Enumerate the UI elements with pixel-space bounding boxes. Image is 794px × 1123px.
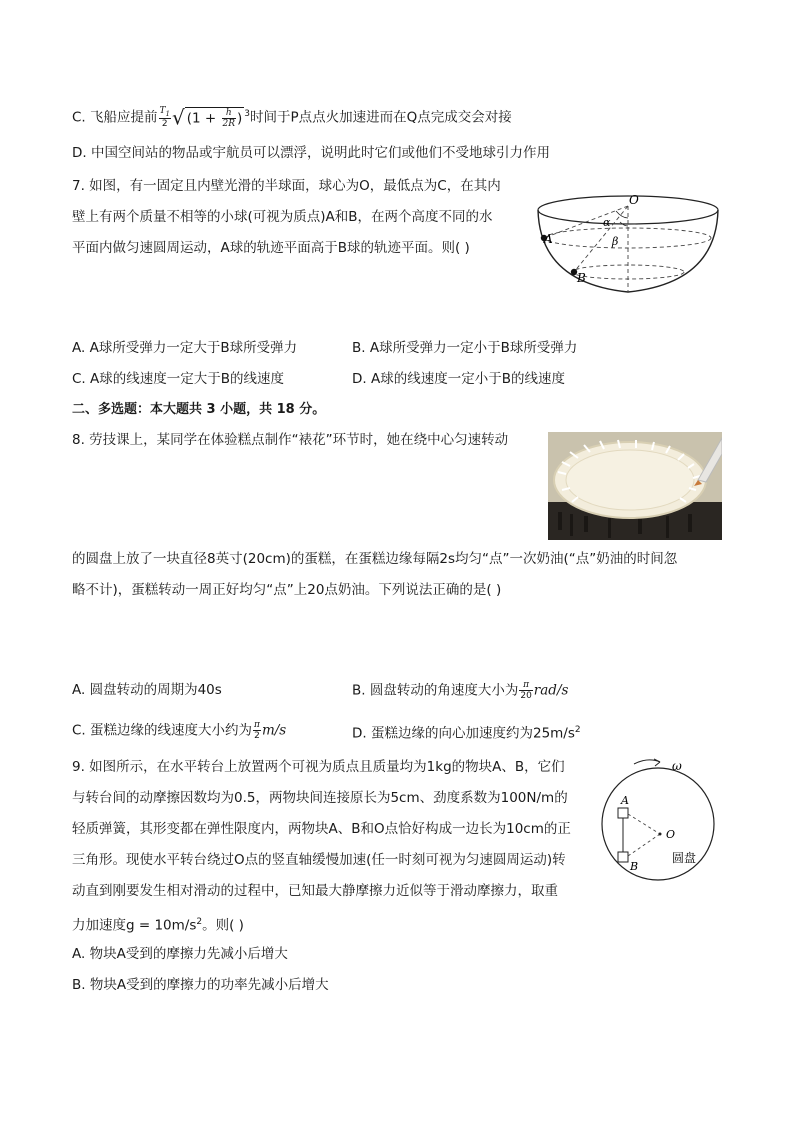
- q7-option-c: C. A球的线速度一定大于B的线速度: [72, 371, 285, 387]
- q8-option-b: B. 圆盘转动的角速度大小为 $\frac{\pi}{20}$ rad/s: [352, 680, 569, 701]
- q6-option-c-suffix: 时间于P点点火加速进而在Q点完成交会对接: [250, 109, 512, 126]
- label-block-a: A: [621, 794, 629, 807]
- q6-option-c-prefix: C. 飞船应提前: [72, 109, 158, 126]
- q7-stem-line1: 7. 如图，有一固定且内壁光滑的半球面，球心为O，最低点为C，在其内: [72, 178, 501, 194]
- q8-stem-line1: 8. 劳技课上，某同学在体验糕点制作“裱花”环节时，她在绕中心匀速转动: [72, 432, 509, 448]
- q8-option-d: D. 蛋糕边缘的向心加速度约为$25m/s^2$: [352, 725, 581, 742]
- q9-stem-line4: 三角形。现使水平转台绕过O点的竖直轴缓慢加速(任一时刻可视为匀速圆周运动)转: [72, 852, 566, 868]
- q7-stem-line2: 壁上有两个质量不相等的小球(可视为质点)A和B，在两个高度不同的水: [72, 209, 493, 225]
- q7-option-a: A. A球所受弹力一定大于B球所受弹力: [72, 340, 298, 356]
- center-o: [659, 833, 662, 836]
- q8-stem-line2: 的圆盘上放了一块直径8英寸(20cm)的蛋糕，在蛋糕边缘每隔2s均匀“点”一次奶油(“点”奶油的时间忽: [72, 551, 678, 567]
- q8-option-c: C. 蛋糕边缘的线速度大小约为 $\frac{\pi}{2}$ m/s: [72, 720, 287, 741]
- q9-stem-line6: 力加速度$g = 10m/s^2$。则( ): [72, 917, 244, 934]
- hemisphere-figure: [532, 188, 724, 300]
- block-b: [618, 852, 628, 862]
- q9-stem-line3: 轻质弹簧，其形变都在弹性限度内，两物块A、B和O点恰好构成一边长为10cm的正: [72, 821, 571, 837]
- label-alpha: α: [603, 216, 611, 229]
- q6-option-c-fraction: $\frac{T_1}{2}$: [159, 105, 170, 130]
- q6-option-c: C. 飞船应提前 $\frac{T_1}{2}$ √ (1 + $\frac{h}{2R}$ ) $^3$时间于P点点火加速进而在Q点完成交会对接: [72, 105, 512, 130]
- label-omega: ω: [672, 759, 682, 773]
- q7-stem-line3: 平面内做匀速圆周运动，A球的轨迹平面高于B球的轨迹平面。则( ): [72, 240, 470, 256]
- section-heading: 二、多选题：本大题共 3 小题，共 18 分。: [72, 402, 326, 417]
- q6-option-d: D. 中国空间站的物品或宇航员可以漂浮，说明此时它们或他们不受地球引力作用: [72, 145, 550, 161]
- label-block-b: B: [630, 860, 639, 873]
- q9-option-b: B. 物块A受到的摩擦力的功率先减小后增大: [72, 977, 329, 993]
- q8-option-a: A. 圆盘转动的周期为40s: [72, 682, 222, 698]
- label-beta: β: [612, 235, 619, 248]
- q9-option-a: A. 物块A受到的摩擦力先减小后增大: [72, 946, 288, 962]
- turntable-figure: [596, 758, 722, 882]
- q9-stem-line5: 动直到刚要发生相对滑动的过程中，已知最大静摩擦力近似等于滑动摩擦力，取重: [72, 883, 558, 899]
- label-disk: 圆盘: [672, 851, 697, 865]
- q7-option-b: B. A球所受弹力一定小于B球所受弹力: [352, 340, 578, 356]
- disk-circle: [602, 768, 714, 880]
- q7-option-d: D. A球的线速度一定小于B的线速度: [352, 371, 565, 387]
- label-a: A: [544, 232, 553, 246]
- block-a: [618, 808, 628, 818]
- q9-stem-line1: 9. 如图所示，在水平转台上放置两个可视为质点且质量均为1kg的物块A、B，它们: [72, 759, 565, 775]
- label-b: B: [577, 271, 586, 285]
- cake-photo: [548, 432, 722, 540]
- label-o: O: [629, 193, 639, 207]
- q9-stem-line2: 与转台间的动摩擦因数均为0.5，两物块间连接原长为5cm、劲度系数为100N/m的: [72, 790, 568, 806]
- q6-option-c-sqrt: (1 + $\frac{h}{2R}$ ): [186, 107, 243, 129]
- label-o: O: [666, 828, 676, 841]
- q8-stem-line3: 略不计)，蛋糕转动一周正好均匀“点”上20点奶油。下列说法正确的是( ): [72, 582, 502, 598]
